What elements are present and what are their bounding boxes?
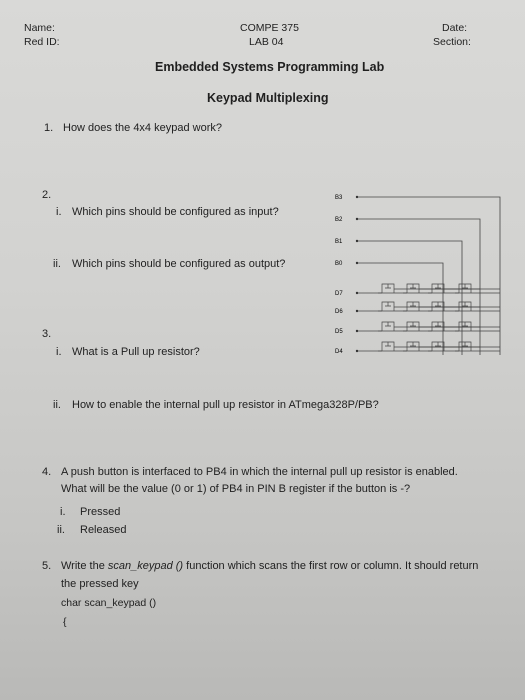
q2-number: 2.: [42, 189, 52, 201]
keypad-switch-r1-c1: [378, 284, 500, 293]
pin-label-d5: D5: [335, 329, 343, 335]
date-label: Date:: [442, 22, 468, 34]
q4-text-line1: A push button is interfaced to PB4 in which the internal pull up resistor is enabled.: [61, 466, 458, 478]
keypad-switch-r1-c4: [443, 284, 471, 293]
keypad-switch-r3-c1: [378, 322, 500, 331]
q5-text-line2: the pressed key: [61, 578, 139, 590]
course-code: COMPE 375: [240, 22, 299, 34]
pin-label-d4: D4: [335, 349, 343, 355]
page-title: Embedded Systems Programming Lab: [155, 60, 385, 74]
q4-ii-number: ii.: [57, 524, 65, 536]
keypad-switch-r4-c2: [403, 342, 480, 351]
q2-ii-number: ii.: [53, 258, 61, 270]
keypad-switch-r2-c3: [428, 302, 462, 311]
q3-i-number: i.: [56, 346, 62, 358]
q5-code-signature: char scan_keypad (): [61, 597, 157, 609]
section-label: Section:: [433, 36, 471, 48]
q3-i-text: What is a Pull up resistor?: [72, 346, 200, 358]
keypad-switch-r2-c1: [378, 302, 500, 311]
q4-number: 4.: [42, 466, 52, 478]
q3-ii-number: ii.: [53, 399, 61, 411]
q5-number: 5.: [42, 560, 52, 572]
keypad-diagram: [325, 165, 505, 365]
keypad-switch-r4-c4: [443, 342, 471, 351]
wire-b0: [357, 263, 443, 355]
wire-b2: [357, 219, 480, 355]
q3-number: 3.: [42, 328, 52, 340]
q5-text-line1: [61, 560, 478, 572]
q3-ii-text: How to enable the internal pull up resistor in ATmega328P/PB?: [72, 399, 379, 411]
name-label: Name:: [24, 22, 55, 34]
pin-label-d6: D6: [335, 309, 343, 315]
q5-function-name: scan_keypad (): [107, 560, 184, 572]
page-subtitle: Keypad Multiplexing: [207, 91, 329, 105]
keypad-switch-r2-c4: [443, 302, 471, 311]
keypad-switch-r3-c4: [443, 322, 471, 331]
wire-b1: [357, 241, 462, 355]
keypad-switch-r3-c3: [428, 322, 462, 331]
pin-label-b0: B0: [335, 261, 343, 267]
keypad-switch-r3-c2: [403, 322, 480, 331]
q1-number: 1.: [44, 122, 54, 134]
keypad-switch-r1-c2: [403, 284, 480, 293]
q4-text-line2: What will be the value (0 or 1) of PB4 in PIN B register if the button is -?: [61, 483, 411, 495]
pin-label-b2: B2: [335, 217, 343, 223]
pin-label-b3: B3: [335, 195, 343, 201]
q5-line1-pre: Write the: [61, 560, 108, 572]
pin-label-b1: B1: [335, 239, 343, 245]
q2-i-number: i.: [56, 206, 62, 218]
keypad-switch-r1-c3: [428, 284, 462, 293]
keypad-switch-r2-c2: [403, 302, 480, 311]
red-id-label: Red ID:: [24, 36, 60, 48]
q4-i-number: i.: [60, 506, 66, 518]
q2-ii-text: Which pins should be configured as output?: [72, 258, 286, 270]
keypad-switch-r4-c3: [428, 342, 462, 351]
lab-number: LAB 04: [249, 36, 284, 48]
q4-i-text: Pressed: [80, 506, 121, 518]
q2-i-text: Which pins should be configured as input?: [72, 206, 279, 218]
q1-text: How does the 4x4 keypad work?: [63, 122, 222, 134]
q5-line1-post: function which scans the first row or column. It should return: [183, 560, 479, 572]
keypad-switch-r4-c1: [378, 342, 500, 351]
pin-label-d7: D7: [335, 291, 343, 297]
q5-code-brace: {: [63, 616, 67, 628]
q4-ii-text: Released: [80, 524, 127, 536]
